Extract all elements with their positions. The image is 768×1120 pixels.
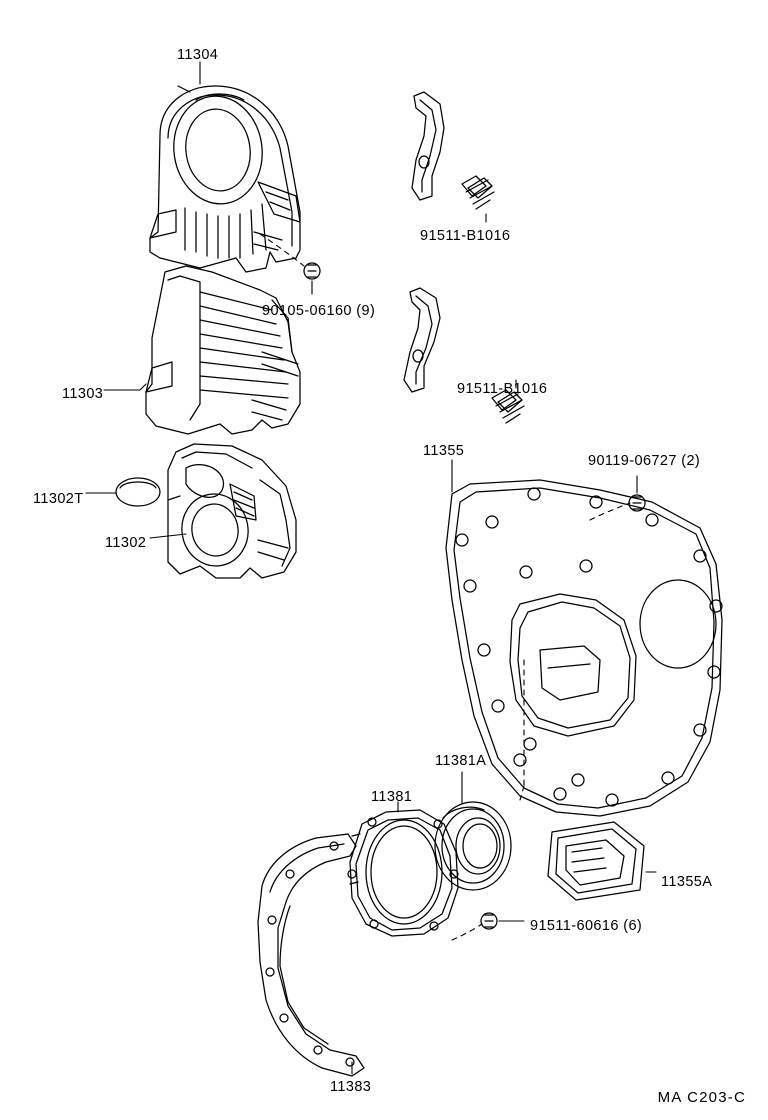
- part-label-90105-06160: 90105-06160 (9): [262, 303, 376, 319]
- part-11304-upper-timing-cover: [150, 86, 300, 272]
- part-11302-lower-timing-cover: [168, 444, 296, 578]
- part-label-11381A: 11381A: [435, 753, 487, 769]
- part-label-11383: 11383: [330, 1079, 372, 1095]
- part-11302T-plug: [116, 478, 160, 506]
- part-label-11303: 11303: [62, 386, 104, 402]
- part-label-11302T: 11302T: [33, 491, 84, 507]
- part-label-91511-B1016-b: 91511-B1016: [457, 381, 548, 397]
- part-90105-06160-bolt: [304, 263, 320, 279]
- part-label-11355: 11355: [423, 443, 465, 459]
- part-11355-timing-chain-cover: [446, 480, 722, 816]
- part-11381-seal-retainer: [348, 810, 458, 936]
- part-label-91511-B1016-a: 91511-B1016: [420, 228, 511, 244]
- part-91511-60616-bolt: [481, 913, 497, 929]
- part-label-11304: 11304: [177, 47, 219, 63]
- part-11355A-cover-plate: [548, 822, 644, 900]
- part-label-90119-06727: 90119-06727 (2): [588, 453, 701, 469]
- part-bracket-upper: [412, 92, 444, 200]
- part-bracket-lower: [404, 288, 440, 392]
- diagram-footer-code: MA C203-C: [657, 1089, 746, 1106]
- part-label-11381: 11381: [371, 789, 413, 805]
- part-label-91511-60616: 91511-60616 (6): [530, 918, 643, 934]
- part-label-11355A: 11355A: [661, 874, 713, 890]
- part-label-11302: 11302: [105, 535, 147, 551]
- part-11383-gasket: [258, 834, 364, 1076]
- part-11303-middle-timing-cover: [146, 266, 300, 434]
- part-bolt-upper-91511-B1016: [462, 176, 494, 209]
